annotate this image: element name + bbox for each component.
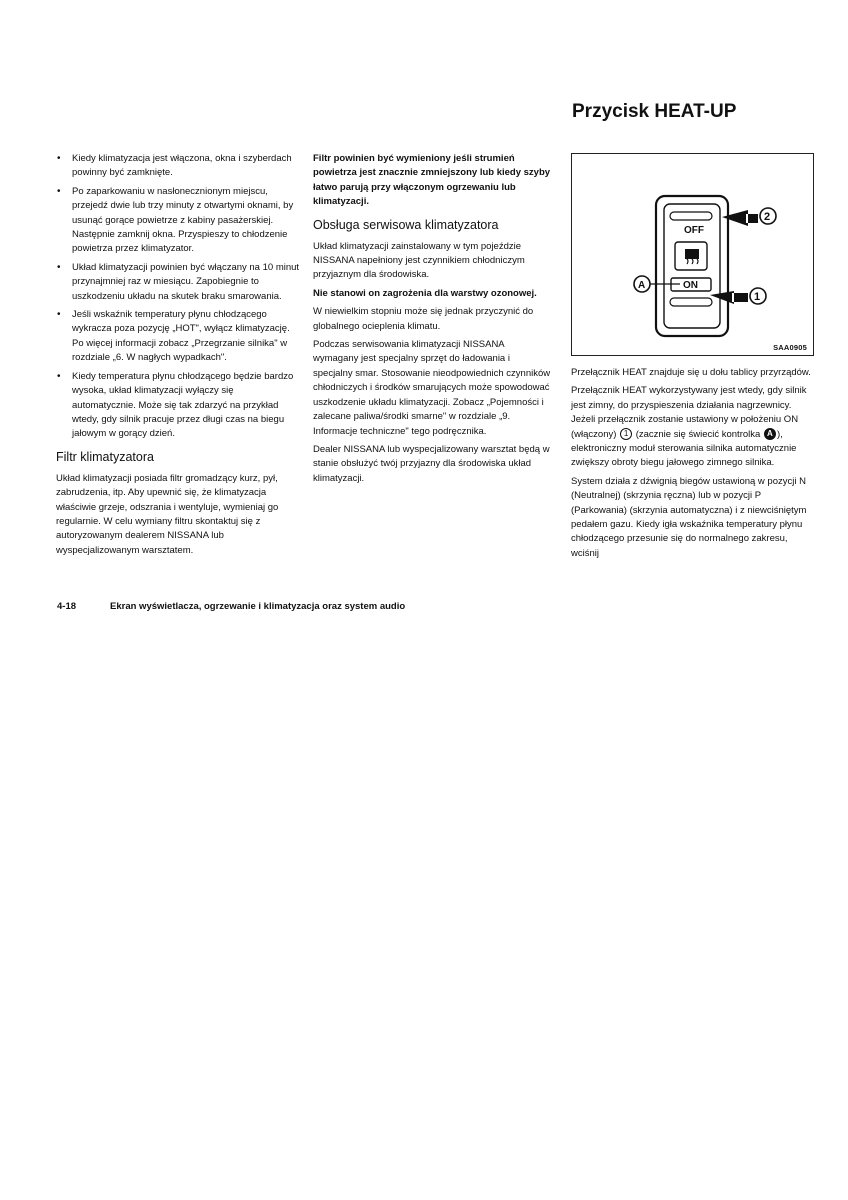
column-left — [56, 152, 300, 562]
service-paragraph: Dealer NISSANA lub wyspecjalizowany warsztat będą w stanie obsłużyć twój przyjazny dla środowiska układ klimatyzacji. — [313, 443, 550, 484]
svg-text:1: 1 — [754, 291, 761, 303]
list-item: • Kiedy temperatura płynu chłodzącego będzie bardzo wysoka, układ klimatyzacji wyłączy się automatycznie. Może się tak zdarzyć na przykład wtedy, gdy silnik pracuje przez długi czas na biegu jałowym w gorący dzień. — [56, 370, 300, 442]
service-paragraph: Podczas serwisowania klimatyzacji NISSANA wymagany jest specjalny sprzęt do ładowania i specjalny smar. Stosowanie nieodpowiednich czynników chłodniczych i środków smarujących może spowodować uszkodzenie układu klimatyzacji. Zobacz „Pojemności i zalecane paliwa/środki smarne" w rozdziale „9. Informacje techniczne" tego podręcznika. — [313, 339, 551, 437]
callout-a-inline: A — [764, 428, 776, 440]
list-item: • Układ klimatyzacji powinien być włączany na 10 minut przynajmniej raz w miesiącu. Zapobiegnie to uszkodzeniu układu na skutek braku smarowania. — [56, 261, 300, 304]
off-label: OFF — [684, 225, 704, 236]
chapter-title: Ekran wyświetlacza, ogrzewanie i klimatyzacja oraz system audio — [110, 601, 406, 612]
ozone-note: Nie stanowi on zagrożenia dla warstwy ozonowej. — [313, 287, 537, 299]
on-label: ON — [683, 280, 698, 291]
service-paragraph: W niewielkim stopniu może się jednak przyczynić do globalnego ocieplenia klimatu. — [313, 306, 534, 332]
figure-code: SAA0905 — [773, 343, 807, 352]
filter-paragraph: Układ klimatyzacji posiada filtr gromadzący kurz, pył, zabrudzenia, itp. Aby upewnić się, że klimatyzacja właściwie grzeje, odszrania i wentyluje, wymieniaj go regularnie. W celu wymiany filtru skontaktuj się z autoryzowanym dealerem NISSANA lub wyspecjalizowanym warsztatem. — [56, 472, 279, 556]
heat-paragraph: System działa z dźwignią biegów ustawioną w pozycji N (Neutralnej) (skrzynia ręczna) lub w pozycji P (Parkowania) (skrzynia automatyczna) i z niewciśniętym pedałem gazu. Kiedy igła wskaźnika temperatury płynu chłodzącego przesunie się do normalnego zakresu, wciśnij — [571, 475, 807, 559]
heat-up-switch-figure — [571, 153, 814, 356]
list-item: • Po zaparkowaniu w nasłonecznionym miejscu, przejedź dwie lub trzy minuty z otwartymi oknami, by usunąć gorące powietrze z kabiny pasażerskiej. Następnie zamknij okna. Przyspieszy to chłodzenie powietrza przez klimatyzator. — [56, 185, 300, 257]
column-right — [571, 366, 815, 565]
page-number: 4-18 — [57, 601, 77, 612]
svg-text:A: A — [638, 280, 646, 291]
list-item: • Kiedy klimatyzacja jest włączona, okna i szyberdach powinny być zamknięte. — [56, 152, 300, 181]
column-middle — [313, 152, 551, 490]
filter-note: Filtr powinien być wymieniony jeśli strumień powietrza jest znacznie zmniejszony lub kiedy szyby łatwo parują przy włączonym ogrzewaniu lub klimatyzacji. — [313, 153, 551, 208]
service-paragraph: Układ klimatyzacji zainstalowany w tym pojeździe NISSANA napełniony jest czynnikiem chłodniczym przyjaznym dla środowiska. — [313, 240, 525, 281]
list-item: • Jeśli wskaźnik temperatury płynu chłodzącego wykracza poza pozycję „HOT", wyłącz klimatyzację. Po więcej informacji zobacz „Przegrzanie silnika" w rozdziale „6. W nagłych wypadkach". — [56, 308, 300, 366]
filter-heading: Filtr klimatyzatora — [56, 449, 154, 464]
heat-paragraph: Przełącznik HEAT znajduje się u dołu tablicy przyrządów. — [571, 367, 811, 378]
page-footer — [57, 601, 405, 612]
svg-text:2: 2 — [764, 211, 771, 223]
service-heading: Obsługa serwisowa klimatyzatora — [313, 217, 499, 232]
heat-paragraph: Przełącznik HEAT wykorzystywany jest wtedy, gdy silnik jest zimny, do przyspieszenia działania nagrzewnicy. Jeżeli przełącznik zostanie ustawiony w położeniu ON (włączony) 1 (zacznie się świecić kontrolka A ), elektroniczny moduł sterowania silnika automatycznie zwiększy obroty biegu jałowego zimnego silnika. — [571, 385, 807, 469]
page-title: Przycisk HEAT-UP — [572, 101, 737, 122]
precautions-list — [56, 152, 300, 442]
heat-up-switch-illustration — [572, 154, 813, 355]
callout-1-inline: 1 — [620, 428, 632, 440]
